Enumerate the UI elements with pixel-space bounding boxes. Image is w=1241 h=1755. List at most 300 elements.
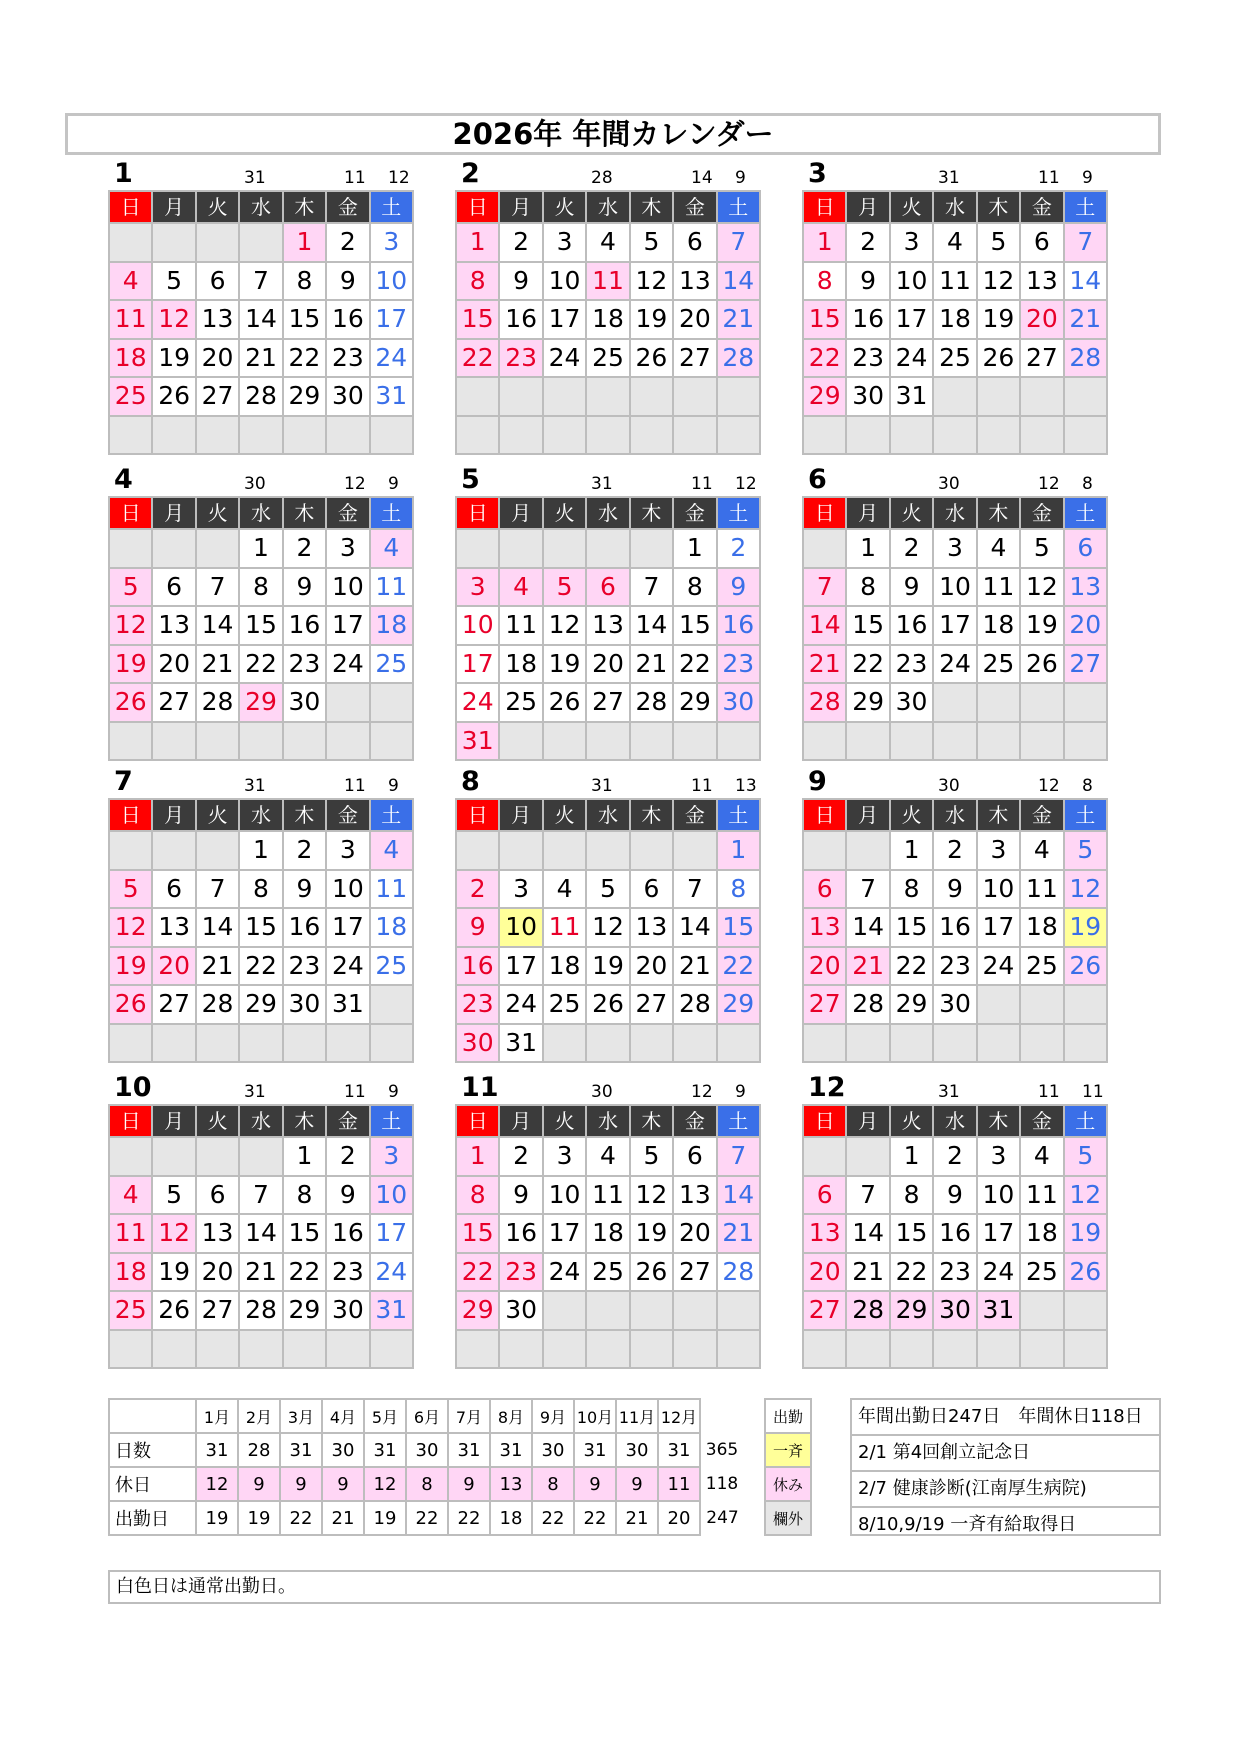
day-cell: 19 — [1021, 607, 1064, 646]
month-number: 3 — [808, 158, 827, 189]
empty-day-cell — [674, 1331, 717, 1370]
day-cell: 5 — [153, 263, 196, 302]
day-cell: 6 — [631, 871, 674, 910]
day-cell: 17 — [457, 646, 500, 685]
empty-day-cell — [544, 417, 587, 456]
day-cell: 25 — [110, 378, 153, 417]
weekday-header: 月 — [153, 498, 196, 530]
day-cell: 9 — [934, 871, 977, 910]
month-calendar — [108, 768, 414, 1063]
day-cell: 19 — [587, 948, 630, 987]
day-cell: 6 — [804, 871, 847, 910]
empty-day-cell — [891, 723, 934, 762]
day-cell: 4 — [1021, 1138, 1064, 1177]
empty-day-cell — [804, 832, 847, 871]
summary-cell: 8 — [406, 1467, 448, 1501]
month-header — [802, 768, 1108, 798]
day-cell: 17 — [500, 948, 543, 987]
day-cell: 10 — [544, 1177, 587, 1216]
empty-day-cell — [110, 530, 153, 569]
empty-day-cell — [587, 417, 630, 456]
day-cell: 24 — [978, 948, 1021, 987]
day-cell: 1 — [457, 224, 500, 263]
day-cell: 25 — [978, 646, 1021, 685]
weekday-header: 土 — [1065, 192, 1108, 224]
month-number: 4 — [114, 464, 133, 495]
day-cell: 27 — [804, 1292, 847, 1331]
day-cell: 25 — [371, 948, 414, 987]
empty-day-cell — [804, 1025, 847, 1064]
day-cell: 23 — [284, 646, 327, 685]
day-cell: 6 — [197, 263, 240, 302]
month-number: 6 — [808, 464, 827, 495]
day-cell: 11 — [978, 569, 1021, 608]
month-saturday-count: 12 — [735, 474, 757, 494]
legend-header: 出勤 — [765, 1399, 811, 1433]
empty-day-cell — [197, 723, 240, 762]
day-cell: 17 — [544, 1215, 587, 1254]
empty-day-cell — [674, 723, 717, 762]
month-holiday-count: 11 — [691, 474, 713, 494]
empty-day-cell — [674, 1025, 717, 1064]
day-cell: 12 — [110, 607, 153, 646]
summary-cell: 22 — [280, 1501, 322, 1535]
summary-month-header: 1月 — [196, 1399, 238, 1433]
day-cell: 30 — [500, 1292, 543, 1331]
day-cell: 17 — [978, 1215, 1021, 1254]
day-cell: 13 — [674, 263, 717, 302]
day-cell: 5 — [1065, 832, 1108, 871]
day-cell: 5 — [978, 224, 1021, 263]
weekday-header: 火 — [891, 800, 934, 832]
day-cell: 19 — [110, 646, 153, 685]
day-cell: 21 — [197, 646, 240, 685]
month-grid — [108, 798, 414, 1063]
day-cell: 18 — [934, 301, 977, 340]
month-header — [455, 1074, 761, 1104]
day-cell: 3 — [891, 224, 934, 263]
empty-day-cell — [240, 417, 283, 456]
weekday-header: 日 — [457, 1106, 500, 1138]
summary-cell: 19 — [238, 1501, 280, 1535]
weekday-header: 火 — [197, 192, 240, 224]
day-cell: 21 — [718, 1215, 761, 1254]
day-cell: 15 — [891, 909, 934, 948]
day-cell: 15 — [804, 301, 847, 340]
day-cell: 20 — [1021, 301, 1064, 340]
day-cell: 28 — [718, 340, 761, 379]
day-cell: 17 — [891, 301, 934, 340]
month-saturday-count: 9 — [735, 168, 746, 188]
day-cell: 11 — [1021, 871, 1064, 910]
empty-day-cell — [1065, 378, 1108, 417]
month-header — [802, 1074, 1108, 1104]
empty-day-cell — [1065, 723, 1108, 762]
day-cell: 2 — [891, 530, 934, 569]
day-cell: 20 — [197, 1254, 240, 1293]
month-holiday-count: 14 — [691, 168, 713, 188]
day-cell: 10 — [500, 909, 543, 948]
day-cell: 20 — [631, 948, 674, 987]
month-header — [108, 160, 414, 190]
day-cell: 2 — [500, 224, 543, 263]
summary-cell: 30 — [406, 1433, 448, 1467]
weekday-header: 日 — [110, 498, 153, 530]
day-cell: 22 — [284, 1254, 327, 1293]
day-cell: 21 — [631, 646, 674, 685]
day-cell: 14 — [718, 263, 761, 302]
day-cell: 8 — [284, 1177, 327, 1216]
month-holiday-count: 11 — [344, 1082, 366, 1102]
day-cell: 13 — [197, 301, 240, 340]
month-day-count: 31 — [938, 168, 960, 188]
day-cell: 18 — [371, 909, 414, 948]
empty-day-cell — [978, 684, 1021, 723]
day-cell: 12 — [978, 263, 1021, 302]
empty-day-cell — [500, 378, 543, 417]
day-cell: 11 — [371, 569, 414, 608]
empty-day-cell — [978, 417, 1021, 456]
day-cell: 4 — [371, 530, 414, 569]
legend-item-issei: 一斉 — [765, 1433, 811, 1467]
weekday-header: 火 — [544, 1106, 587, 1138]
empty-day-cell — [1021, 1331, 1064, 1370]
day-cell: 3 — [978, 1138, 1021, 1177]
weekday-header: 金 — [674, 800, 717, 832]
day-cell: 15 — [891, 1215, 934, 1254]
weekday-header: 土 — [371, 192, 414, 224]
weekday-header: 木 — [631, 498, 674, 530]
month-number: 1 — [114, 158, 133, 189]
day-cell: 31 — [371, 378, 414, 417]
day-cell: 7 — [197, 569, 240, 608]
day-cell: 25 — [587, 340, 630, 379]
empty-day-cell — [500, 1331, 543, 1370]
day-cell: 28 — [1065, 340, 1108, 379]
weekday-header: 月 — [153, 800, 196, 832]
day-cell: 9 — [847, 263, 890, 302]
day-cell: 10 — [891, 263, 934, 302]
empty-day-cell — [978, 1331, 1021, 1370]
day-cell: 12 — [544, 607, 587, 646]
summary-cell: 13 — [490, 1467, 532, 1501]
day-cell: 10 — [327, 569, 370, 608]
day-cell: 22 — [891, 1254, 934, 1293]
empty-day-cell — [847, 1025, 890, 1064]
empty-day-cell — [500, 832, 543, 871]
empty-day-cell — [544, 723, 587, 762]
day-cell: 15 — [284, 1215, 327, 1254]
weekday-header: 月 — [500, 800, 543, 832]
summary-cell: 9 — [448, 1467, 490, 1501]
day-cell: 18 — [587, 301, 630, 340]
day-cell: 8 — [891, 1177, 934, 1216]
day-cell: 7 — [631, 569, 674, 608]
day-cell: 27 — [804, 986, 847, 1025]
summary-month-header: 2月 — [238, 1399, 280, 1433]
day-cell: 30 — [284, 986, 327, 1025]
empty-day-cell — [804, 417, 847, 456]
day-cell: 1 — [804, 224, 847, 263]
day-cell: 10 — [371, 263, 414, 302]
day-cell: 27 — [197, 378, 240, 417]
day-cell: 28 — [631, 684, 674, 723]
day-cell: 13 — [153, 607, 196, 646]
day-cell: 23 — [500, 340, 543, 379]
notes-box — [850, 1398, 1161, 1536]
weekday-header: 月 — [847, 1106, 890, 1138]
weekday-header: 月 — [847, 192, 890, 224]
month-grid — [802, 496, 1108, 761]
day-cell: 2 — [718, 530, 761, 569]
empty-day-cell — [587, 832, 630, 871]
empty-day-cell — [197, 417, 240, 456]
day-cell: 21 — [240, 340, 283, 379]
day-cell: 1 — [718, 832, 761, 871]
empty-day-cell — [891, 1025, 934, 1064]
empty-day-cell — [197, 1025, 240, 1064]
day-cell: 29 — [240, 684, 283, 723]
empty-day-cell — [457, 417, 500, 456]
empty-day-cell — [847, 417, 890, 456]
day-cell: 25 — [110, 1292, 153, 1331]
day-cell: 23 — [327, 340, 370, 379]
day-cell: 12 — [631, 1177, 674, 1216]
weekday-header: 土 — [718, 1106, 761, 1138]
empty-day-cell — [718, 723, 761, 762]
day-cell: 21 — [718, 301, 761, 340]
summary-cell: 21 — [322, 1501, 364, 1535]
day-cell: 15 — [284, 301, 327, 340]
day-cell: 11 — [110, 301, 153, 340]
day-cell: 4 — [544, 871, 587, 910]
weekday-header: 金 — [327, 498, 370, 530]
summary-cell: 19 — [196, 1501, 238, 1535]
weekday-header: 土 — [371, 800, 414, 832]
month-saturday-count: 9 — [388, 1082, 399, 1102]
day-cell: 10 — [371, 1177, 414, 1216]
summary-cell: 30 — [616, 1433, 658, 1467]
day-cell: 11 — [587, 1177, 630, 1216]
day-cell: 2 — [327, 224, 370, 263]
summary-cell: 9 — [322, 1467, 364, 1501]
day-cell: 21 — [1065, 301, 1108, 340]
weekday-header: 木 — [631, 1106, 674, 1138]
weekday-header: 木 — [978, 498, 1021, 530]
day-cell: 12 — [153, 301, 196, 340]
day-cell: 9 — [327, 1177, 370, 1216]
empty-day-cell — [978, 378, 1021, 417]
summary-month-header: 5月 — [364, 1399, 406, 1433]
summary-cell: 9 — [574, 1467, 616, 1501]
day-cell: 8 — [891, 871, 934, 910]
empty-day-cell — [371, 1025, 414, 1064]
summary-total: 365 — [705, 1440, 739, 1460]
empty-day-cell — [544, 1292, 587, 1331]
day-cell: 14 — [197, 607, 240, 646]
day-cell: 3 — [978, 832, 1021, 871]
weekday-header: 月 — [500, 192, 543, 224]
day-cell: 13 — [1065, 569, 1108, 608]
empty-day-cell — [457, 1331, 500, 1370]
month-calendar — [455, 1074, 761, 1369]
empty-day-cell — [544, 1025, 587, 1064]
weekday-header: 水 — [934, 800, 977, 832]
day-cell: 12 — [1021, 569, 1064, 608]
empty-day-cell — [804, 723, 847, 762]
day-cell: 4 — [500, 569, 543, 608]
day-cell: 26 — [153, 378, 196, 417]
day-cell: 4 — [110, 1177, 153, 1216]
day-cell: 20 — [197, 340, 240, 379]
day-cell: 13 — [674, 1177, 717, 1216]
summary-row-label: 日数 — [109, 1433, 196, 1467]
weekday-header: 金 — [1021, 800, 1064, 832]
month-header — [455, 160, 761, 190]
month-number: 9 — [808, 766, 827, 797]
day-cell: 9 — [327, 263, 370, 302]
day-cell: 15 — [240, 607, 283, 646]
empty-day-cell — [240, 224, 283, 263]
empty-day-cell — [674, 832, 717, 871]
weekday-header: 水 — [587, 1106, 630, 1138]
day-cell: 11 — [110, 1215, 153, 1254]
weekday-header: 木 — [631, 800, 674, 832]
day-cell: 19 — [153, 340, 196, 379]
day-cell: 1 — [284, 1138, 327, 1177]
day-cell: 30 — [934, 986, 977, 1025]
day-cell: 28 — [240, 1292, 283, 1331]
day-cell: 18 — [110, 1254, 153, 1293]
day-cell: 10 — [544, 263, 587, 302]
weekday-header: 日 — [457, 800, 500, 832]
empty-day-cell — [847, 1331, 890, 1370]
month-grid — [455, 1104, 761, 1369]
day-cell: 14 — [674, 909, 717, 948]
weekday-header: 金 — [327, 800, 370, 832]
day-cell: 30 — [718, 684, 761, 723]
day-cell: 18 — [978, 607, 1021, 646]
day-cell: 17 — [327, 909, 370, 948]
empty-day-cell — [153, 417, 196, 456]
day-cell: 24 — [544, 340, 587, 379]
month-holiday-count: 11 — [344, 168, 366, 188]
weekday-header: 火 — [544, 192, 587, 224]
day-cell: 13 — [197, 1215, 240, 1254]
empty-day-cell — [804, 1138, 847, 1177]
day-cell: 6 — [197, 1177, 240, 1216]
day-cell: 29 — [240, 986, 283, 1025]
note-line: 8/10,9/19 一斉有給取得日 — [858, 1514, 1077, 1535]
day-cell: 30 — [847, 378, 890, 417]
month-header — [108, 466, 414, 496]
month-holiday-count: 11 — [1038, 168, 1060, 188]
empty-day-cell — [500, 417, 543, 456]
month-calendar — [802, 466, 1108, 761]
day-cell: 9 — [284, 569, 327, 608]
day-cell: 3 — [327, 530, 370, 569]
day-cell: 22 — [891, 948, 934, 987]
month-grid — [455, 190, 761, 455]
day-cell: 2 — [457, 871, 500, 910]
summary-row — [109, 1501, 744, 1535]
day-cell: 7 — [847, 1177, 890, 1216]
day-cell: 7 — [718, 224, 761, 263]
day-cell: 3 — [327, 832, 370, 871]
month-calendar — [802, 160, 1108, 455]
month-holiday-count: 12 — [691, 1082, 713, 1102]
day-cell: 12 — [153, 1215, 196, 1254]
weekday-header: 木 — [284, 800, 327, 832]
empty-day-cell — [674, 1292, 717, 1331]
empty-day-cell — [371, 986, 414, 1025]
day-cell: 3 — [371, 224, 414, 263]
summary-cell: 31 — [490, 1433, 532, 1467]
weekday-header: 土 — [1065, 800, 1108, 832]
month-header — [455, 768, 761, 798]
day-cell: 14 — [718, 1177, 761, 1216]
day-cell: 29 — [891, 1292, 934, 1331]
month-header — [108, 768, 414, 798]
day-cell: 25 — [587, 1254, 630, 1293]
day-cell: 14 — [1065, 263, 1108, 302]
day-cell: 16 — [284, 607, 327, 646]
empty-day-cell — [500, 530, 543, 569]
day-cell: 15 — [457, 1215, 500, 1254]
weekday-header: 火 — [544, 498, 587, 530]
day-cell: 15 — [674, 607, 717, 646]
day-cell: 15 — [457, 301, 500, 340]
day-cell: 7 — [847, 871, 890, 910]
month-saturday-count: 9 — [735, 1082, 746, 1102]
weekday-header: 日 — [804, 498, 847, 530]
day-cell: 21 — [847, 1254, 890, 1293]
day-cell: 8 — [674, 569, 717, 608]
empty-day-cell — [457, 832, 500, 871]
empty-day-cell — [891, 1331, 934, 1370]
weekday-header: 水 — [934, 498, 977, 530]
day-cell: 2 — [327, 1138, 370, 1177]
weekday-header: 水 — [240, 192, 283, 224]
empty-day-cell — [587, 723, 630, 762]
day-cell: 29 — [891, 986, 934, 1025]
empty-day-cell — [500, 723, 543, 762]
day-cell: 6 — [674, 224, 717, 263]
month-header — [802, 466, 1108, 496]
empty-day-cell — [544, 378, 587, 417]
day-cell: 20 — [587, 646, 630, 685]
day-cell: 27 — [197, 1292, 240, 1331]
day-cell: 30 — [457, 1025, 500, 1064]
summary-cell: 11 — [658, 1467, 700, 1501]
day-cell: 19 — [1065, 1215, 1108, 1254]
month-calendar — [108, 466, 414, 761]
day-cell: 24 — [327, 948, 370, 987]
weekday-header: 火 — [197, 800, 240, 832]
empty-day-cell — [1021, 1292, 1064, 1331]
empty-day-cell — [197, 1138, 240, 1177]
day-cell: 19 — [153, 1254, 196, 1293]
day-cell: 16 — [934, 909, 977, 948]
weekday-header: 日 — [804, 192, 847, 224]
day-cell: 27 — [1021, 340, 1064, 379]
day-cell: 4 — [978, 530, 1021, 569]
empty-day-cell — [631, 530, 674, 569]
empty-day-cell — [240, 1138, 283, 1177]
weekday-header: 金 — [674, 498, 717, 530]
day-cell: 16 — [327, 1215, 370, 1254]
day-cell: 16 — [500, 301, 543, 340]
